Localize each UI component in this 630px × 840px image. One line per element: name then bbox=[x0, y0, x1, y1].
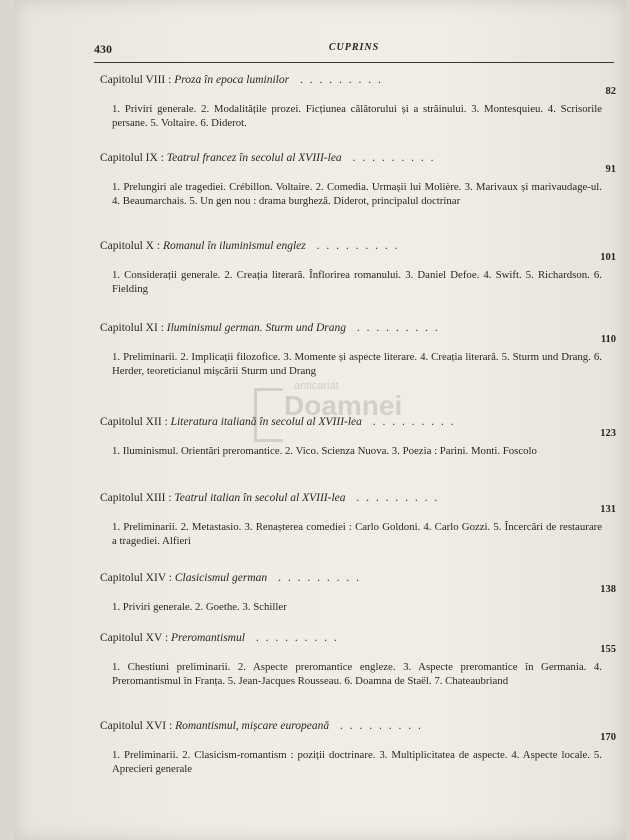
toc-entry bbox=[100, 572, 616, 614]
chapter-heading: Capitolul XIV : Clasicismul german . . . . . . . . . 138 bbox=[100, 572, 616, 595]
toc-entry bbox=[100, 416, 616, 458]
chapter-title: Teatrul italian în secolul al XVIII-lea bbox=[174, 492, 346, 504]
toc-entry bbox=[100, 632, 616, 688]
chapter-page-number: 155 bbox=[600, 644, 616, 655]
chapter-contents: 1. Preliminarii. 2. Metastasio. 3. Renașterea comediei : Carlo Goldoni. 4. Carlo Gozzi. 5. Încercări de restaurare a tragediei. Alfieri bbox=[112, 521, 602, 547]
chapter-heading: Capitolul XVI : Romantismul, mișcare europeană . . . . . . . . . 170 bbox=[100, 720, 616, 743]
chapter-title: Romantismul, mișcare europeană bbox=[175, 720, 330, 732]
chapter-contents: 1. Priviri generale. 2. Goethe. 3. Schiller bbox=[112, 601, 287, 613]
chapter-heading: Capitolul XIII : Teatrul italian în secolul al XVIII-lea . . . . . . . . . 131 bbox=[100, 492, 616, 515]
chapter-contents: 1. Preliminarii. 2. Implicații filozofice. 3. Momente și aspecte literare. 4. Creația literară. 5. Sturm und Drang. 6. Herder, teoreticianul mișcării Sturm und Drang bbox=[112, 351, 602, 377]
chapter-title: Proza în epoca luminilor bbox=[174, 74, 290, 86]
chapter-page-number: 82 bbox=[605, 86, 616, 97]
chapter-page-number: 170 bbox=[600, 732, 616, 743]
chapter-heading: Capitolul XV : Preromantismul . . . . . . . . . 155 bbox=[100, 632, 616, 655]
toc-entry bbox=[100, 322, 616, 378]
toc-entry bbox=[100, 74, 616, 130]
chapter-heading: Capitolul VIII : Proza în epoca luminilor . . . . . . . . . 82 bbox=[100, 74, 616, 97]
chapter-heading: Capitolul XII : Literatura italiană în secolul al XVIII-lea . . . . . . . . . 123 bbox=[100, 416, 616, 439]
chapter-title: Romanul în iluminismul englez bbox=[162, 240, 306, 252]
chapter-page-number: 91 bbox=[605, 164, 616, 175]
running-title: CUPRINS bbox=[328, 42, 380, 53]
chapter-contents: 1. Iluminismul. Orientări preromantice. 2. Vico. Scienza Nuova. 3. Poezia : Parini. Monti. Foscolo bbox=[112, 445, 537, 457]
chapter-contents: 1. Priviri generale. 2. Modalitățile prozei. Ficțiunea călătorului și a străinului. 3. Montesquieu. 4. Scrisorile persane. 5. Voltaire. 6. Diderot. bbox=[112, 103, 602, 129]
chapter-title: Literatura italiană în secolul al XVIII-lea bbox=[170, 416, 362, 428]
chapter-heading: Capitolul IX : Teatrul francez în secolul al XVIII-lea . . . . . . . . . 91 bbox=[100, 152, 616, 175]
chapter-contents: 1. Preliminarii. 2. Clasicism-romantism : poziții doctrinare. 3. Multiplicitatea de aspecte. 4. Aspecte locale. 5. Aprecieri generale bbox=[112, 749, 602, 775]
chapter-label: Capitolul XVI : bbox=[100, 720, 173, 732]
header-rule bbox=[94, 62, 614, 63]
chapter-label: Capitolul XII : bbox=[100, 416, 168, 428]
chapter-label: Capitolul XIII : bbox=[100, 492, 172, 504]
toc-entry bbox=[100, 492, 616, 548]
chapter-label: Capitolul XV : bbox=[100, 632, 169, 644]
page-header bbox=[94, 42, 614, 60]
chapter-title: Iluminismul german. Sturm und Drang bbox=[166, 322, 346, 334]
toc-entry bbox=[100, 720, 616, 776]
toc-entry bbox=[100, 240, 616, 296]
chapter-page-number: 101 bbox=[600, 252, 616, 263]
chapter-heading: Capitolul X : Romanul în iluminismul englez . . . . . . . . . 101 bbox=[100, 240, 616, 263]
page-number: 430 bbox=[94, 42, 112, 56]
chapter-title: Clasicismul german bbox=[174, 572, 268, 584]
chapter-label: Capitolul XI : bbox=[100, 322, 164, 334]
chapter-heading: Capitolul XI : Iluminismul german. Sturm und Drang . . . . . . . . . 110 bbox=[100, 322, 616, 345]
chapter-page-number: 110 bbox=[600, 334, 616, 345]
watermark-logo: anticariat Doamnei bbox=[254, 380, 434, 450]
chapter-label: Capitolul XIV : bbox=[100, 572, 172, 584]
chapter-page-number: 138 bbox=[600, 584, 616, 595]
chapter-label: Capitolul VIII : bbox=[100, 74, 172, 86]
chapter-contents: 1. Chestiuni preliminarii. 2. Aspecte preromantice engleze. 3. Aspecte preromantice în Germania. 4. Preromantismul în Franța. 5. Jean-Jacques Rousseau. 6. Doamna de Staël. 7. Chateaubriand bbox=[112, 661, 602, 687]
book-page bbox=[14, 0, 626, 840]
chapter-label: Capitolul IX : bbox=[100, 152, 164, 164]
chapter-page-number: 131 bbox=[600, 504, 616, 515]
chapter-contents: 1. Prelungiri ale tragediei. Crébillon. Voltaire. 2. Comedia. Urmașii lui Molière. 3. Marivaux și marivaudage-ul. 4. Beaumarchais. 5. Un gen nou : drama burgheză. Diderot, principalul doctrinar bbox=[112, 181, 602, 207]
chapter-label: Capitolul X : bbox=[100, 240, 161, 252]
chapter-page-number: 123 bbox=[600, 428, 616, 439]
chapter-title: Teatrul francez în secolul al XVIII-lea bbox=[166, 152, 342, 164]
chapter-title: Preromantismul bbox=[171, 632, 245, 644]
toc-entry bbox=[100, 152, 616, 208]
chapter-contents: 1. Considerații generale. 2. Creația literară. Înflorirea romanului. 3. Daniel Defoe. 4. Swift. 5. Richardson. 6. Fielding bbox=[112, 269, 602, 295]
